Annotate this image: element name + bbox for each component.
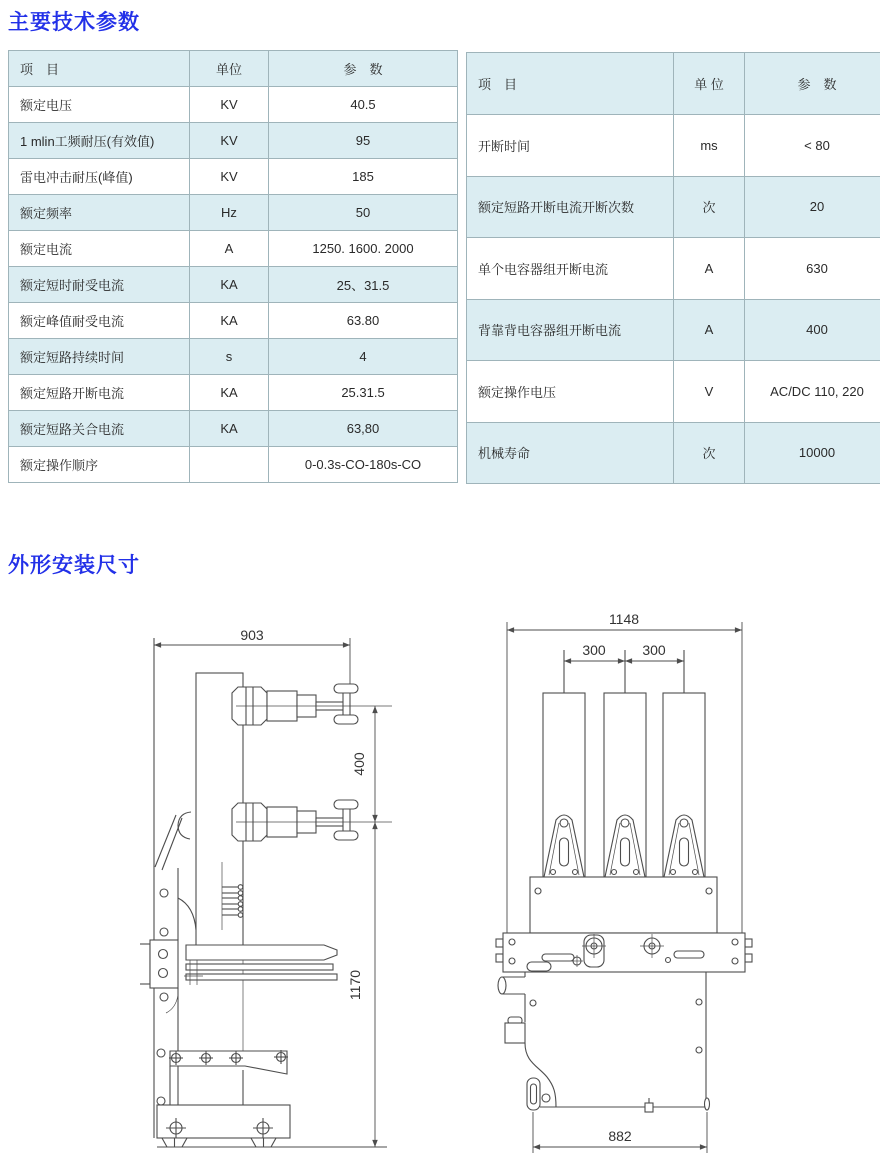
- unit-cell: 次: [674, 422, 745, 484]
- value-cell: 400: [745, 299, 880, 361]
- value-cell: 25.31.5: [269, 375, 458, 411]
- dim-label-1170: 1170: [347, 969, 363, 1001]
- table-header-row: [9, 51, 458, 87]
- value-cell: 4: [269, 339, 458, 375]
- param-name-cell: 额定电压: [9, 87, 190, 123]
- parameters-table-left: [8, 50, 458, 483]
- header-unit: 单 位: [674, 53, 745, 115]
- table-row: [467, 238, 880, 300]
- param-name-cell: 额定短时耐受电流: [9, 267, 190, 303]
- param-name-cell: 额定峰值耐受电流: [9, 303, 190, 339]
- unit-cell: KA: [190, 375, 269, 411]
- unit-cell: KV: [190, 87, 269, 123]
- table-row: [9, 447, 458, 483]
- header-unit: 单位: [190, 51, 269, 87]
- param-name-cell: 机械寿命: [467, 422, 674, 484]
- param-name-cell: 额定短路开断电流: [9, 375, 190, 411]
- table-row: [9, 303, 458, 339]
- unit-cell: V: [674, 361, 745, 423]
- param-name-cell: 额定短路关合电流: [9, 411, 190, 447]
- table-row: [467, 299, 880, 361]
- base-assembly: [157, 1050, 387, 1147]
- mounting-beam: [496, 933, 752, 972]
- unit-cell: KA: [190, 303, 269, 339]
- table-row: [467, 176, 880, 238]
- unit-cell: Hz: [190, 195, 269, 231]
- pole-brackets: [544, 815, 704, 877]
- table-row: [9, 375, 458, 411]
- param-name-cell: 额定短路开断电流开断次数: [467, 176, 674, 238]
- value-cell: AC/DC 110, 220: [745, 361, 880, 423]
- param-name-cell: 背靠背电容器组开断电流: [467, 299, 674, 361]
- param-name-cell: 雷电冲击耐压(峰值): [9, 159, 190, 195]
- table-row: [467, 361, 880, 423]
- value-cell: 185: [269, 159, 458, 195]
- value-cell: 63,80: [269, 411, 458, 447]
- unit-cell: 次: [674, 176, 745, 238]
- param-name-cell: 额定操作顺序: [9, 447, 190, 483]
- dim-label-903: 903: [240, 627, 264, 643]
- header-value: 参 数: [745, 53, 880, 115]
- unit-cell: [190, 447, 269, 483]
- table-row: [9, 339, 458, 375]
- dim-label-882: 882: [608, 1128, 632, 1144]
- value-cell: 10000: [745, 422, 880, 484]
- param-name-cell: 单个电容器组开断电流: [467, 238, 674, 300]
- table-row: [9, 411, 458, 447]
- value-cell: 0-0.3s-CO-180s-CO: [269, 447, 458, 483]
- param-name-cell: 开断时间: [467, 115, 674, 177]
- table-row: [9, 87, 458, 123]
- table-row: [9, 195, 458, 231]
- dim-label-300-a: 300: [582, 642, 606, 658]
- mechanism-housing: [498, 972, 710, 1112]
- unit-cell: s: [190, 339, 269, 375]
- unit-cell: KV: [190, 123, 269, 159]
- value-cell: 630: [745, 238, 880, 300]
- unit-cell: ms: [674, 115, 745, 177]
- value-cell: 40.5: [269, 87, 458, 123]
- side-bracket: [140, 940, 178, 988]
- table-row: [467, 115, 880, 177]
- front-view-drawing: [480, 600, 880, 1160]
- dim-label-300-b: 300: [642, 642, 666, 658]
- header-item: 项 目: [467, 53, 674, 115]
- section-title-dimensions: 外形安装尺寸: [8, 554, 140, 577]
- table-row: [9, 231, 458, 267]
- parameters-table-right: [466, 52, 880, 484]
- param-name-cell: 额定频率: [9, 195, 190, 231]
- unit-cell: A: [674, 299, 745, 361]
- param-name-cell: 额定操作电压: [467, 361, 674, 423]
- value-cell: 20: [745, 176, 880, 238]
- param-name-cell: 1 mlin工频耐压(有效值): [9, 123, 190, 159]
- busbar-arms: [184, 945, 337, 985]
- upper-box: [530, 877, 717, 933]
- unit-cell: A: [190, 231, 269, 267]
- value-cell: 25、31.5: [269, 267, 458, 303]
- param-name-cell: 额定电流: [9, 231, 190, 267]
- table-row: [467, 422, 880, 484]
- value-cell: 95: [269, 123, 458, 159]
- unit-cell: KA: [190, 267, 269, 303]
- dim-label-400: 400: [351, 752, 367, 776]
- dim-label-1148: 1148: [608, 611, 640, 627]
- unit-cell: A: [674, 238, 745, 300]
- unit-cell: KA: [190, 411, 269, 447]
- header-item: 项 目: [9, 51, 190, 87]
- value-cell: 63.80: [269, 303, 458, 339]
- lower-bushing: [232, 800, 392, 841]
- header-value: 参 数: [269, 51, 458, 87]
- value-cell: 1250. 1600. 2000: [269, 231, 458, 267]
- table-row: [9, 159, 458, 195]
- upper-bushing: [232, 684, 392, 725]
- section-title-parameters: 主要技术参数: [8, 11, 140, 34]
- table-header-row: [467, 53, 880, 115]
- value-cell: 50: [269, 195, 458, 231]
- table-row: [9, 267, 458, 303]
- table-row: [9, 123, 458, 159]
- value-cell: < 80: [745, 115, 880, 177]
- side-view-drawing: [140, 618, 440, 1163]
- param-name-cell: 额定短路持续时间: [9, 339, 190, 375]
- unit-cell: KV: [190, 159, 269, 195]
